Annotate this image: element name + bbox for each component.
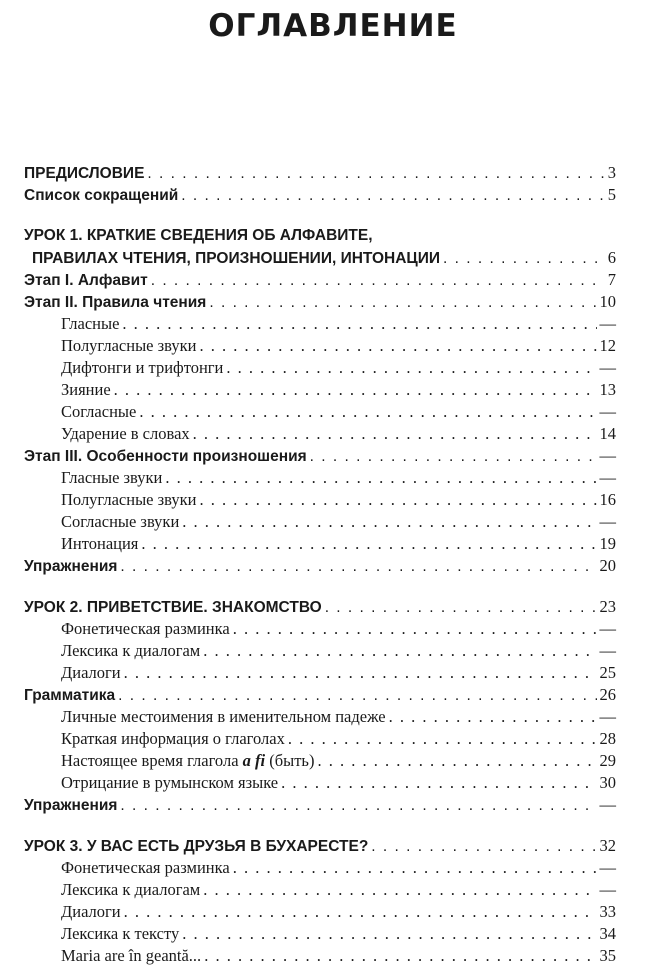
- toc-page-number: —: [599, 402, 616, 421]
- toc-lesson-2-title[interactable]: [24, 596, 616, 618]
- toc-subentry[interactable]: [24, 706, 616, 728]
- toc-entry-label: Лексика к тексту: [61, 924, 180, 943]
- dot-leader: [203, 879, 596, 901]
- toc-entry-label: Этап II. Правила чтения: [24, 294, 207, 311]
- toc-subentry[interactable]: [24, 511, 616, 533]
- dot-leader: [443, 248, 605, 270]
- toc-grammar[interactable]: [24, 684, 616, 706]
- toc-entry-label: Краткая информация о глаголах: [61, 729, 285, 748]
- dot-leader: [182, 511, 596, 533]
- toc-entry-label-part: Настоящее время глагола: [61, 751, 243, 770]
- dot-leader: [281, 772, 596, 794]
- toc-page-number: —: [599, 358, 616, 377]
- toc-entry-label: Диалоги: [61, 902, 121, 921]
- toc-subentry[interactable]: [24, 879, 616, 901]
- toc-entry-label-part: (быть): [265, 751, 315, 770]
- dot-leader: [151, 270, 605, 292]
- toc-lesson-1-title-line-2[interactable]: [24, 247, 616, 269]
- toc-entry-label: Согласные звуки: [61, 512, 180, 531]
- toc-lesson-1-title-line-1[interactable]: УРОК 1. КРАТКИЕ СВЕДЕНИЯ ОБ АЛФАВИТЕ,: [24, 227, 373, 244]
- toc-page-number: 19: [599, 534, 616, 553]
- toc-entry-label: ПРАВИЛАХ ЧТЕНИЯ, ПРОИЗНОШЕНИИ, ИНТОНАЦИИ: [32, 250, 441, 267]
- dot-leader: [182, 923, 596, 945]
- toc-page-number: 13: [599, 380, 616, 399]
- toc-subentry[interactable]: [24, 379, 616, 401]
- dot-leader: [114, 379, 597, 401]
- toc-entry-label: Отрицание в румынском языке: [61, 773, 279, 792]
- toc-entry-label: Грамматика: [24, 687, 116, 704]
- toc-entry-label: Упражнения: [24, 797, 118, 814]
- toc-entry-label: Зияние: [61, 380, 111, 399]
- toc-entry-label: УРОК 2. ПРИВЕТСТВИЕ. ЗНАКОМСТВО: [24, 599, 322, 616]
- toc-page-number: —: [599, 795, 616, 814]
- toc-subentry[interactable]: [24, 423, 616, 445]
- toc-exercises[interactable]: [24, 794, 616, 816]
- toc-entry-label: Упражнения: [24, 558, 118, 575]
- toc-stage-3[interactable]: [24, 445, 616, 467]
- toc-entry-label: Личные местоимения в именительном падеже: [61, 707, 386, 726]
- toc-subentry[interactable]: [24, 618, 616, 640]
- dot-leader: [371, 836, 596, 858]
- toc-page-number: —: [599, 446, 616, 465]
- dot-leader: [147, 163, 604, 185]
- dot-leader: [120, 556, 596, 578]
- dot-leader: [124, 901, 597, 923]
- toc-entry-label: УРОК 3. У ВАС ЕСТЬ ДРУЗЬЯ В БУХАРЕСТЕ?: [24, 838, 369, 855]
- toc-page-number: —: [599, 468, 616, 487]
- toc-entry-label: Гласные звуки: [61, 468, 163, 487]
- toc-entry-label: Полугласные звуки: [61, 490, 197, 509]
- dot-leader: [193, 423, 597, 445]
- toc-entry-label: ПРЕДИСЛОВИЕ: [24, 165, 145, 182]
- dot-leader: [325, 597, 597, 619]
- toc-entry-label: [61, 750, 314, 772]
- toc-subentry[interactable]: [24, 662, 616, 684]
- toc-subentry[interactable]: [24, 533, 616, 555]
- toc-page-number: 32: [599, 836, 616, 855]
- toc-page-number: 28: [599, 729, 616, 748]
- toc-page-number: —: [599, 707, 616, 726]
- toc-page-number: 14: [599, 424, 616, 443]
- toc-subentry[interactable]: [24, 489, 616, 511]
- toc-subentry[interactable]: [24, 750, 616, 772]
- toc-page-number: 10: [599, 292, 616, 311]
- toc-exercises[interactable]: [24, 555, 616, 577]
- toc-entry-label: Лексика к диалогам: [61, 641, 201, 660]
- dot-leader: [165, 467, 596, 489]
- dot-leader: [199, 335, 596, 357]
- toc-page-number: 26: [599, 685, 616, 704]
- toc-page-number: —: [599, 314, 616, 333]
- toc-subentry[interactable]: [24, 901, 616, 923]
- dot-leader: [139, 401, 596, 423]
- toc-subentry[interactable]: [24, 945, 616, 967]
- toc-page-number: 34: [599, 924, 616, 943]
- dot-leader: [233, 618, 597, 640]
- toc-entry-label: Лексика к диалогам: [61, 880, 201, 899]
- toc-page-number: —: [599, 880, 616, 899]
- dot-leader: [389, 706, 597, 728]
- toc-stage-1[interactable]: [24, 269, 616, 291]
- dot-leader: [199, 489, 596, 511]
- toc-entry-label: Maria are în geantă...: [61, 946, 202, 965]
- toc-subentry[interactable]: [24, 640, 616, 662]
- toc-entry-preface[interactable]: [24, 162, 616, 184]
- dot-leader: [120, 795, 596, 817]
- dot-leader: [141, 533, 596, 555]
- toc-subentry[interactable]: [24, 728, 616, 750]
- toc-page-number: 25: [599, 663, 616, 682]
- toc-page-number: —: [599, 619, 616, 638]
- dot-leader: [233, 857, 597, 879]
- toc-entry-label: Дифтонги и трифтонги: [61, 358, 224, 377]
- dot-leader: [203, 640, 596, 662]
- toc-entry-label: Этап III. Особенности произношения: [24, 448, 307, 465]
- dot-leader: [310, 446, 597, 468]
- dot-leader: [317, 750, 596, 772]
- toc-entry-label: Фонетическая разминка: [61, 858, 230, 877]
- dot-leader: [209, 292, 596, 314]
- toc-page-number: 3: [607, 163, 616, 182]
- toc-lesson-3-title[interactable]: [24, 835, 616, 857]
- toc-page-number: —: [599, 641, 616, 660]
- toc-entry-label: Список сокращений: [24, 187, 179, 204]
- toc-page-number: 7: [607, 270, 616, 289]
- dot-leader: [118, 685, 596, 707]
- toc-subentry[interactable]: [24, 335, 616, 357]
- toc-page-number: 35: [599, 946, 616, 965]
- toc-page-number: 20: [599, 556, 616, 575]
- toc-entry-label: Интонация: [61, 534, 139, 553]
- toc-subentry[interactable]: [24, 923, 616, 945]
- toc-page-number: 16: [599, 490, 616, 509]
- dot-leader: [288, 728, 597, 750]
- toc-entry-label: Ударение в словах: [61, 424, 190, 443]
- dot-leader: [124, 662, 597, 684]
- toc-page-number: —: [599, 858, 616, 877]
- toc-page-number: 12: [599, 336, 616, 355]
- toc-page-number: 5: [607, 185, 616, 204]
- toc-subentry[interactable]: [24, 467, 616, 489]
- toc-subentry[interactable]: [24, 313, 616, 335]
- toc-entry-label: Фонетическая разминка: [61, 619, 230, 638]
- dot-leader: [181, 185, 604, 207]
- dot-leader: [122, 313, 596, 335]
- toc-entry-label: Этап I. Алфавит: [24, 272, 148, 289]
- toc-page-number: 6: [607, 248, 616, 267]
- table-of-contents: [24, 162, 616, 967]
- toc-entry-label: Полугласные звуки: [61, 336, 197, 355]
- toc-page-number: 29: [599, 751, 616, 770]
- toc-page-number: 30: [599, 773, 616, 792]
- toc-entry-label: Диалоги: [61, 663, 121, 682]
- dot-leader: [204, 945, 596, 967]
- toc-subentry[interactable]: [24, 772, 616, 794]
- toc-entry-label: Согласные: [61, 402, 137, 421]
- toc-subentry[interactable]: [24, 357, 616, 379]
- toc-stage-2[interactable]: [24, 291, 616, 313]
- romanian-term: a fi: [242, 751, 266, 770]
- toc-page-number: —: [599, 512, 616, 531]
- page-title: ОГЛАВЛЕНИЕ: [208, 8, 458, 44]
- toc-subentry[interactable]: [24, 857, 616, 879]
- dot-leader: [226, 357, 596, 379]
- toc-entry-abbreviations[interactable]: [24, 184, 616, 206]
- toc-entry-label: Гласные: [61, 314, 120, 333]
- toc-subentry[interactable]: [24, 401, 616, 423]
- toc-page-number: 33: [599, 902, 616, 921]
- toc-page-number: 23: [599, 597, 616, 616]
